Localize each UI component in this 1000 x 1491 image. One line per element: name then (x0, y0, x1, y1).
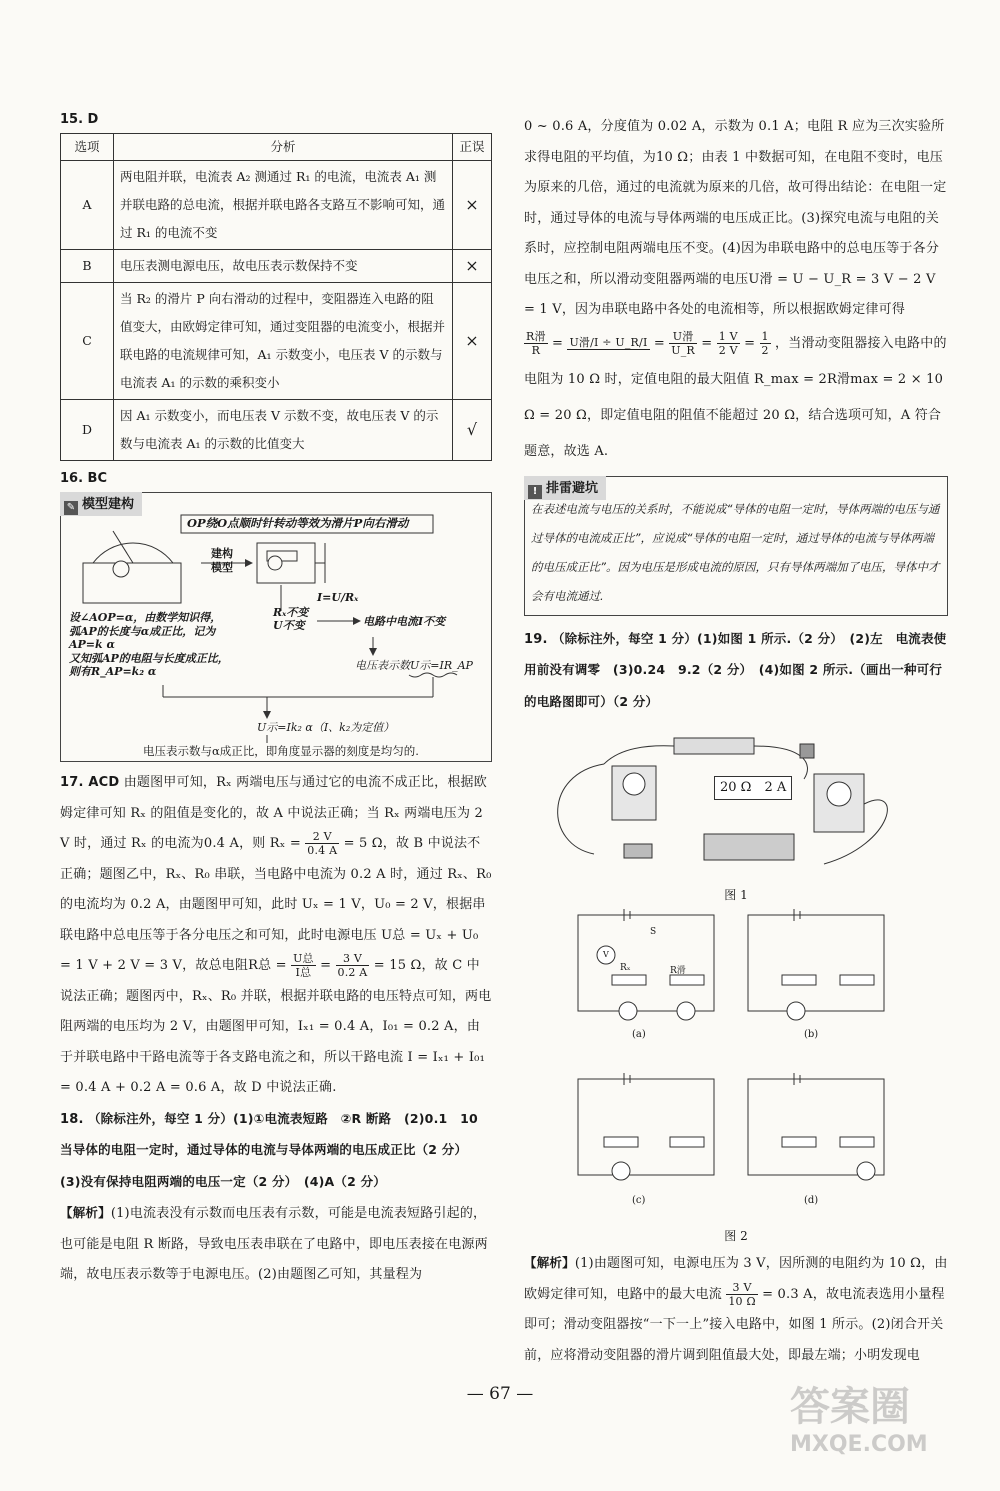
frac-num: R滑 (526, 329, 546, 343)
math-line: 又知弧AP的电阻与长度成正比， (69, 651, 229, 665)
q18-block (60, 1104, 492, 1291)
model-icon: ✎ (64, 501, 78, 515)
q15-analysis-table (60, 133, 492, 461)
frac-num: 3 V (336, 952, 370, 966)
frac-den: 0.4 A (307, 844, 338, 857)
q19-block (524, 624, 948, 719)
row-analysis: 两电阻并联，电流表 A₂ 测通过 R₁ 的电流，电流表 A₁ 测并联电路的总电流，根据并联电路各支路互不影响可知，通过 R₁ 的电流不变 (114, 161, 453, 250)
ratio-line: $\frac{\text{R滑}}{R}$ = U滑/I ÷ U_R/I = $\frac{\text{U滑}}{U\_R}$ = $\frac{1 V}{2 V}$ = $\frac{1}{2}$ ，当滑动变阻器接入电路中的电阻为 10 Ω 时，定值电阻的最大阻值 R_max = 2R滑max = 2 × 10 Ω = 20 Ω，即定值电阻的阻值不能超过 20 Ω，结合选项可知，A 符合题意，故选 A. (524, 329, 947, 459)
frac-num: 2 V (305, 830, 339, 844)
q18-analysis: (1)电流表没有示数而电压表有示数，可能是电流表短路引起的，也可能是电阻 R 断路，导致电压表串联在了电路中，即电压表接在电源两端，故电压表示数等于电源电压。(2)由题图乙可知，其量程为 (60, 1206, 488, 1282)
conclusion: 电压表示数与α成正比，即角度显示器的刻度是均匀的. (143, 744, 419, 758)
row-mark: × (453, 250, 492, 283)
q19-analysis-a: (1)由题图可知，电源电压为 3 V，因所测的电阻约为 10 Ω，由欧姆定律可知，电路中的最大电流 (524, 1256, 948, 1302)
v-label-a: V (603, 950, 609, 959)
frac-num: U滑/I ÷ U_R/I (569, 336, 648, 349)
q17-head: 17. ACD (60, 775, 120, 790)
frac-den: 2 (761, 343, 769, 357)
sub-a: (a) (632, 1029, 646, 1040)
q17-block: 17. ACD 由题图甲可知，Rₓ 两端电压与通过它的电流不成正比，根据欧姆定律可知 Rₓ 的阻值是变化的，故 A 中说法正确；当 Rₓ 两端电压为 2 V 时，通过 Rₓ 的电流为0.4 A，则 Rₓ = $\frac{2 V}{0.4 A}$ = 5 Ω，故 B 中说法不正确；题图乙中，Rₓ、R₀ 串联，当电路中电流为 0.2 A 时，通过 Rₓ、R₀ 的电流均为 0.2 A，由题图甲可知，此时 Uₓ = 1 V，U₀ = 2 V，根据串联电路中总电压等于各分电压之和可知，此时电源电压 U总 = Uₓ + U₀ = 1 V + 2 V = 3 V，故总电阻R总 = $\frac{\text{U总}}{\text{I总}}$ = $\frac{3 V}{0.2 A}$ = 15 Ω，故 C 中说法正确；题图丙中，Rₓ、R₀ 并联，根据并联电路的电压特点可知，两电阻两端的电压均为 2 V，由题图甲可知，Iₓ₁ = 0.4 A，I₀₁ = 0.2 A，由于并联电路中干路电流等于各支路电流之和，所以干路电流 I = Iₓ₁ + I₀₁ = 0.4 A + 0.2 A = 0.6 A，故 D 中说法正确. (60, 775, 492, 1095)
build-label: 建构模型 (211, 547, 233, 574)
row-analysis: 当 R₂ 的滑片 P 向右滑动的过程中，变阻器连入电路的阻值变大，由欧姆定律可知，通过变阻器的电流变小，根据并联电路的电流规律可知，A₁ 示数变小，电压表 V 的示数与电流表 A₁ 的示数的乘积变小 (114, 283, 453, 400)
rx-label-a: Rₓ (620, 963, 631, 973)
q19-answer: （除标注外，每空 1 分）(1)如图 1 所示.（2 分） (2)左 电流表使用前没有调零 (3)0.24 9.2（2 分） (4)如图 2 所示.（画出一种可行的电路图即可）（2 分） (524, 630, 947, 709)
q19-analysis (524, 1248, 948, 1371)
table-row (61, 161, 492, 250)
figure-2-circuits (524, 909, 948, 1227)
row-mark: √ (453, 400, 492, 461)
sub-b: (b) (804, 1029, 819, 1040)
q17-p1: 由题图甲可知，Rₓ 两端电压与通过它的电流不成正比，根据欧姆定律可知 Rₓ 的阻值是变化的，故 A 中说法正确；当 Rₓ 两端电压为 2 V 时，通过 Rₓ 的电流为0.4 A，则 Rₓ = (60, 775, 487, 851)
warning-icon: ! (528, 485, 542, 499)
q17-p3: = 15 Ω，故 C 中说法正确；题图丙中，Rₓ、R₀ 并联，根据并联电路的电压特点可知，两电阻两端的电压均为 2 V，由题图甲可知，Iₓ₁ = 0.4 A，I₀₁ = 0.2 A，由于并联电路中干路电流等于各支路电流之和，所以干路电流 I = Iₓ₁ + I₀₁ = 0.4 A + 0.2 A = 0.6 A，故 D 中说法正确. (60, 958, 492, 1095)
math-line: AP=k α (69, 638, 115, 651)
q19-head: 19. (524, 631, 548, 647)
q18-head: 18. (60, 1111, 84, 1127)
math-line: 设∠AOP=α，由数学知识得， (69, 611, 222, 624)
frac-num: U滑 (669, 330, 697, 344)
voltmeter-note: 电压表示数U示=IR_AP (355, 659, 473, 672)
right-column (524, 112, 948, 1371)
fig1-caption: 图 1 (724, 888, 748, 902)
row-option: D (61, 400, 114, 461)
row-analysis: 电压表测电源电压，故电压表示数保持不变 (114, 250, 453, 283)
pitfall-box (524, 476, 948, 616)
q18-tag: 【解析】 (60, 1205, 111, 1220)
rc-text-1: 0 ~ 0.6 A，分度值为 0.02 A，示数为 0.1 A；电阻 R 应为三次实验所求得电阻的平均值，为10 Ω；由表 1 中数据可知，在电阻不变时，电压为原来的几倍，通过的电流就为原来的几倍，故可得出结论：在电阻一定时，通过导体的电流与导体两端的电压成正比。(3)探究电流与电阻的关系时，应控制电阻两端电压不变。(4)因为串联电路中的总电压等于各分电压之和，所以滑动变阻器两端的电压U滑 = U − U_R = 3 V − 2 V = 1 V，因为串联电路中各处的电流相等，所以根据欧姆定律可得 (524, 119, 947, 317)
math-line: 弧AP的长度与α成正比，记为 (69, 624, 216, 638)
pitfall-header (524, 476, 606, 500)
rc-p1 (524, 112, 948, 326)
frac-rx (305, 830, 339, 857)
th-correct: 正误 (453, 134, 492, 161)
ratio-lhs (524, 330, 548, 357)
formula-i: I=U/Rₓ (317, 591, 359, 604)
row-analysis: 因 A₁ 示数变小，而电压表 V 示数不变，故电压表 V 的示数与电流表 A₁ 的示数的比值变大 (114, 400, 453, 461)
frac-den: 10 Ω (728, 1294, 756, 1308)
model-title-text: 模型建构 (82, 497, 135, 512)
page-number: — 67 — (466, 1384, 534, 1404)
u-label: U不变 (273, 619, 305, 632)
table-row (61, 400, 492, 461)
q19-tag: 【解析】 (524, 1255, 575, 1270)
table-row (61, 283, 492, 400)
row-option: C (61, 283, 114, 400)
math-line: 则有R_AP=k₂ α (69, 665, 157, 678)
ratio-v (717, 330, 740, 357)
frac-den: R (531, 343, 541, 357)
q15-head: 15. D (60, 112, 99, 127)
q16-head: 16. BC (60, 471, 108, 486)
rx-label: Rₓ不变 (273, 606, 309, 619)
s-label-a: S (650, 927, 657, 937)
table-header-row (61, 134, 492, 161)
q18-answer: （除标注外，每空 1 分）(1)①电流表短路 ②R 断路 (2)0.1 10 当导体的电阻一定时，通过导体的电流与导体两端的电压成正比（2 分） (3)没有保持电阻两端的电压一定（2 分） (4)A（2 分） (60, 1110, 491, 1189)
frac-num: 3 V (726, 1281, 757, 1295)
row-option: A (61, 161, 114, 250)
math-lines (69, 611, 229, 679)
table-row (61, 250, 492, 283)
rheostat-label: 20 Ω 2 A (714, 776, 792, 800)
figure-1 (524, 724, 948, 884)
pitfall-title (524, 476, 606, 500)
watermark-logo (790, 1375, 970, 1471)
frac-total (291, 952, 316, 979)
rc-text-2: ，当滑动变阻器接入电路中的电阻为 10 Ω 时，定值电阻的最大阻值 R_max = 2R滑max = 2 × 10 Ω = 20 Ω，即定值电阻的阻值不能超过 20 Ω，结合选项可知，A 符合题意，故选 A. (524, 335, 947, 459)
th-option: 选项 (61, 134, 114, 161)
q17-p2: = 5 Ω，故 B 中说法不正确；题图乙中，Rₓ、R₀ 串联，当电路中电流为 0.2 A 时，通过 Rₓ、R₀ 的电流均为 0.2 A，由题图甲可知，此时 Uₓ = 1 V，U₀ = 2 V，根据串联电路中总电压等于各分电压之和可知，此时电源电压 U总 = Uₓ + U₀ = 1 V + 2 V = 3 V，故总电阻R总 = (60, 836, 492, 973)
sub-d: (d) (804, 1195, 819, 1206)
top-label: OP绕O点顺时针转动等效为滑片P向右滑动 (187, 516, 409, 530)
rh-label-a: R滑 (670, 966, 686, 976)
fig2-caption: 图 2 (724, 1229, 748, 1243)
q19-analysis-b: = 0.3 A，故电流表选用小量程即可；滑动变阻器按“一下一上”接入电路中，如图 1 所示。(2)闭合开关前，应将滑动变阻器的滑片调到阻值最大处，即最左端；小明发现电 (524, 1286, 945, 1363)
watermark-text: 答案圈 (790, 1384, 910, 1430)
sub-c: (c) (632, 1195, 646, 1206)
figure-2 (524, 909, 948, 1227)
row-mark: × (453, 161, 492, 250)
figure-1-drawing (524, 724, 948, 884)
frac-den: 2 V (718, 343, 738, 357)
rx-unchanged (273, 606, 308, 632)
current-note: 电路中电流I不变 (363, 615, 446, 628)
pitfall-title-text: 排雷避坑 (546, 480, 599, 496)
frac-den: I总 (295, 966, 312, 979)
watermark-url: MXQE.COM (790, 1432, 928, 1457)
ratio-mid (567, 336, 649, 350)
row-option: B (61, 250, 114, 283)
th-analysis: 分析 (114, 134, 453, 161)
left-column (60, 112, 492, 1291)
pitfall-text: 在表述电流与电压的关系时，不能说成“导体的电阻一定时，导体两端的电压与通过导体的电流成正比”，应说成“导体的电阻一定时，通过导体的电流与导体两端的电压成正比”。因为电压是形成电流的原因，只有导体两端加了电压，导体中才会有电流通过. (531, 501, 940, 603)
frac-max-current (726, 1281, 757, 1308)
ratio-u (669, 330, 697, 357)
frac-den: 0.2 A (337, 966, 368, 979)
frac-total-val (336, 952, 370, 979)
frac-num: 1 V (718, 329, 738, 343)
frac-num: 1 (761, 329, 769, 343)
u-formula: U示=Ik₂ α（I、k₂为定值） (257, 721, 395, 734)
model-box (60, 492, 492, 762)
frac-den: U_R (671, 343, 695, 357)
ratio-r (760, 330, 771, 357)
row-mark: × (453, 283, 492, 400)
frac-num: U总 (293, 952, 314, 965)
